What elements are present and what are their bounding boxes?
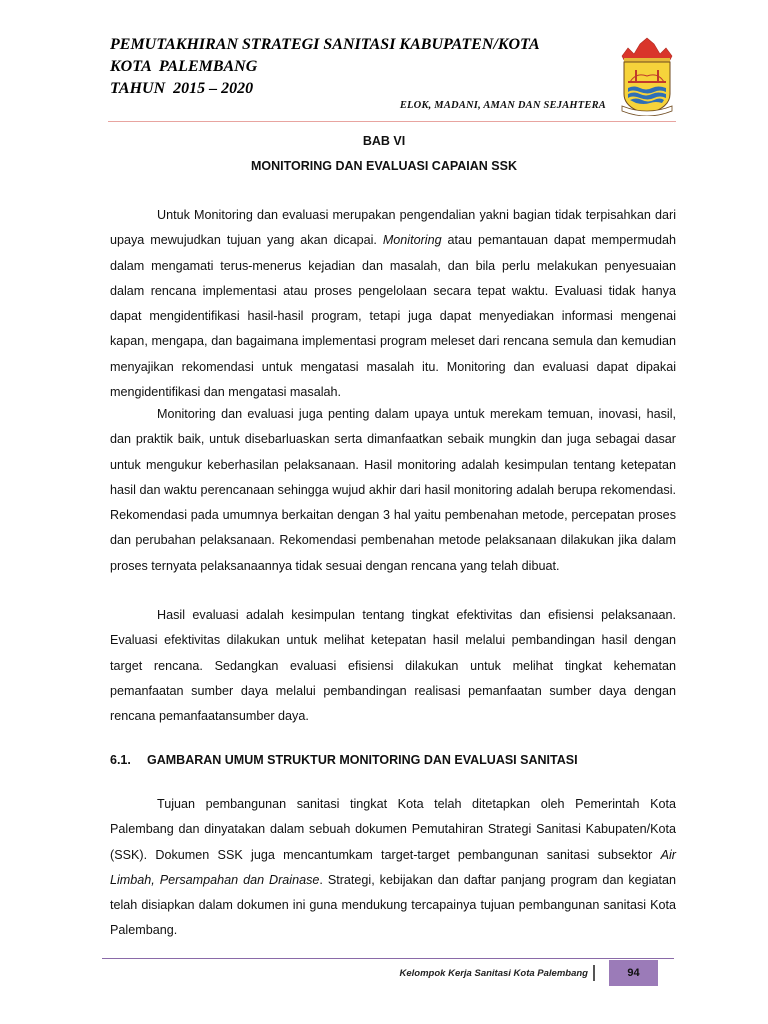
paragraph-3: [110, 603, 676, 729]
paragraph-3-text: Hasil evaluasi adalah kesimpulan tentang tingkat efektivitas dan efisiensi pelaksanaan. Evaluasi efektivitas dilakukan untuk melihat ketepatan hasil melalui pembandingan hasil dengan target rencana. Sedangkan evaluasi efisiensi dilakukan untuk melihat tingkat kehematan pemanfaatan sumber daya melalui pembandingan realisasi pemanfaatan sumber daya dengan rencana pemanfaatansumber daya.: [110, 608, 676, 724]
header-divider: [108, 121, 676, 122]
section-paragraph-text-c: . Strategi, kebijakan dan daftar panjang program dan kegiatan telah disiapkan dalam dokumen ini guna mendukung tercapainya tujuan pembangunan sanitasi Kota Palembang.: [110, 872, 676, 938]
paragraph-1-italic-term: Monitoring: [382, 233, 442, 248]
paragraph-1: [110, 203, 676, 405]
section-paragraph-italic-subsectors: Air Limbah, Persampahan dan Drainase: [110, 847, 676, 887]
section-number: 6.1.: [110, 753, 131, 767]
header-title-line-3: TAHUN 2015 – 2020: [110, 80, 254, 97]
paragraph-2-text: Monitoring dan evaluasi juga penting dalam upaya untuk merekam temuan, inovasi, hasil, dan praktik baik, untuk disebarluaskan serta dimanfaatkan sebaik mungkin dan juga sebagai dasar untuk mengukur keberhasilan pelaksanaan. Hasil monitoring adalah kesimpulan tentang ketepatan hasil dan waktu perencanaan sehingga wujud akhir dari hasil monitoring adalah berupa rekomendasi. Rekomendasi pada umumnya berkaitan dengan 3 hal yaitu pembenahan metode, percepatan proses dan perubahan pelaksanaan. Rekomendasi pembenahan metode pelaksanaan dilakukan jika dalam proses ternyata pelaksanaannya tidak sesuai dengan rencana yang telah dibuat.: [110, 407, 676, 573]
header-title-line-1: PEMUTAKHIRAN STRATEGI SANITASI KABUPATEN/KOTA: [110, 36, 540, 53]
header-title-line-2: KOTA PALEMBANG: [110, 58, 258, 75]
page-number: 94: [609, 960, 658, 986]
paragraph-2: [110, 402, 676, 579]
footer-text: Kelompok Kerja Sanitasi Kota Palembang: [399, 968, 588, 979]
chapter-number: BAB VI: [362, 134, 406, 148]
document-header-title: [110, 34, 610, 100]
paragraph-1-text-a: Untuk Monitoring dan evaluasi merupakan pengendalian yakni bagian tidak terpisahkan dari upaya mewujudkan tujuan yang akan dicapai.: [110, 208, 676, 248]
palembang-city-emblem-icon: [614, 36, 680, 116]
header-motto: ELOK, MADANI, AMAN DAN SEJAHTERA: [399, 100, 606, 111]
section-title: GAMBARAN UMUM STRUKTUR MONITORING DAN EVALUASI SANITASI: [147, 753, 578, 767]
paragraph-1-text-c: atau pemantauan dapat mempermudah dalam mengamati terus-menerus kejadian dan masalah, dan bila perlu melakukan penyesuaian dalam rencana implementasi atau proses pengelolaan secara tepat waktu. Evaluasi tidak hanya dapat mengidentifikasi hasil-hasil program, tetapi juga dapat menyediakan informasi mengenai kapan, mengapa, dan bagaimana implementasi program meleset dari rencana semula dan kemudian menyajikan rekomendasi untuk mengatasi masalah itu. Monitoring dan evaluasi dapat dipakai mengidentifikasi dan mengatasi masalah.: [110, 233, 676, 400]
section-heading: [110, 753, 578, 767]
footer-separator: [593, 965, 595, 981]
chapter-title: MONITORING DAN EVALUASI CAPAIAN SSK: [251, 159, 517, 173]
footer-divider: [102, 958, 674, 959]
section-paragraph-text-a: Tujuan pembangunan sanitasi tingkat Kota telah ditetapkan oleh Pemerintah Kota Palembang dan dinyatakan dalam sebuah dokumen Pemutahiran Strategi Sanitasi Kabupaten/Kota (SSK). Dokumen SSK juga mencantumkam target-target pembangunan sanitasi subsektor: [110, 797, 676, 862]
section-paragraph: [110, 792, 676, 944]
